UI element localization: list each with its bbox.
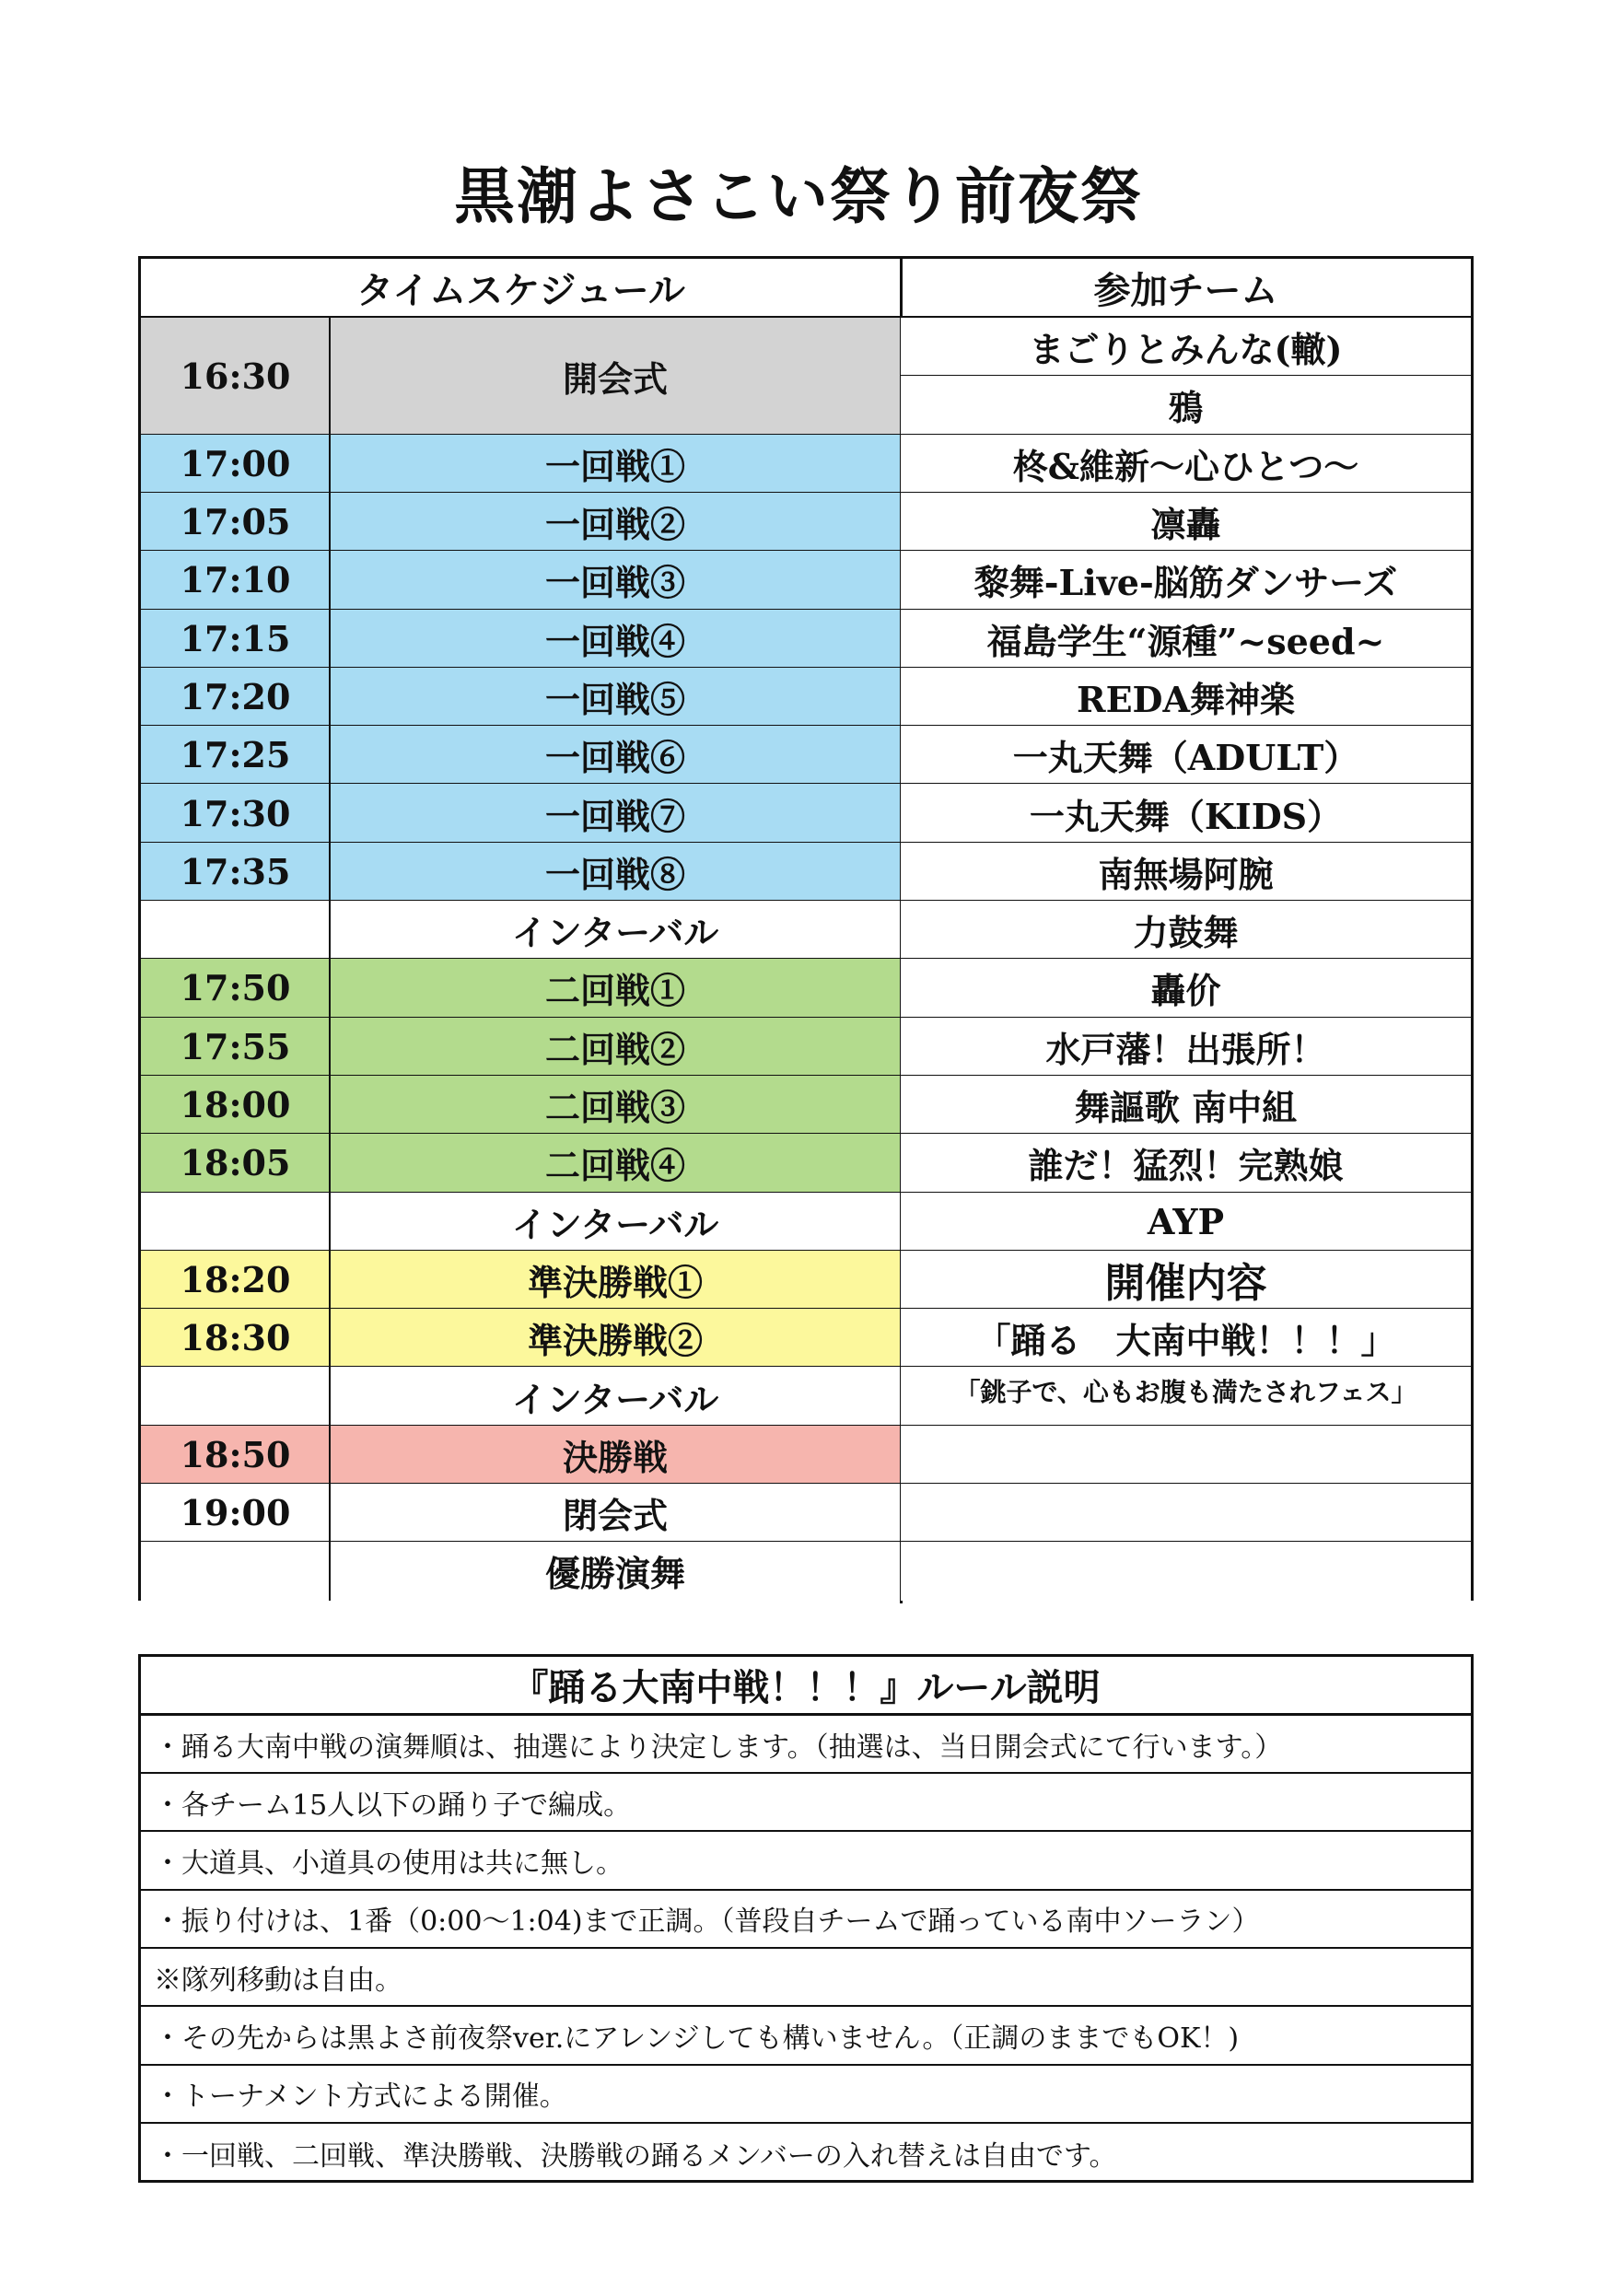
- schedule-time: 18:50: [141, 1426, 330, 1484]
- schedule-event: 閉会式: [330, 1484, 901, 1542]
- rule-item: ・その先からは黒よさ前夜祭ver.にアレンジしても構いません。（正調のままでもOK！): [141, 2008, 1471, 2066]
- empty-cell: [901, 1542, 1471, 1600]
- schedule-time: 17:30: [141, 784, 330, 842]
- schedule-time: 17:25: [141, 726, 330, 784]
- team-name: 凛轟: [901, 493, 1471, 551]
- schedule-event: 準決勝戦②: [330, 1309, 901, 1367]
- schedule-time: 17:05: [141, 493, 330, 551]
- rule-item: ※隊列移動は自由。: [141, 1949, 1471, 2007]
- schedule-event: インターバル: [330, 1367, 901, 1425]
- schedule-event: 一回戦⑦: [330, 784, 901, 842]
- team-name: 力鼓舞: [901, 901, 1471, 959]
- rule-item: ・一回戦、二回戦、準決勝戦、決勝戦の踊るメンバーの入れ替えは自由です。: [154, 2139, 1117, 2173]
- schedule-header: タイムスケジュール: [141, 259, 901, 316]
- rule-item: ・踊る大南中戦の演舞順は、抽選により決定します。（抽選は、当日開会式にて行います。）: [141, 1716, 1471, 1774]
- team-name: 轟价: [901, 959, 1471, 1017]
- schedule-time: 19:00: [141, 1484, 330, 1542]
- schedule-event: 一回戦⑥: [330, 726, 901, 784]
- team-name: 南無場阿腕: [901, 843, 1471, 901]
- event-info-heading: 開催内容: [901, 1251, 1471, 1309]
- schedule-time: 18:20: [141, 1251, 330, 1309]
- event-info-line2: 「銚子で、心もお腹も満たされフェス」: [901, 1367, 1471, 1425]
- team-name: 福島学生“源種”~seed~: [901, 610, 1471, 668]
- schedule-event: 一回戦③: [330, 551, 901, 609]
- schedule-table: [138, 256, 1474, 1601]
- schedule-time: 18:00: [141, 1076, 330, 1134]
- team-name: 誰だ！猛烈！完熟娘: [901, 1134, 1471, 1192]
- schedule-time: 17:35: [141, 843, 330, 901]
- schedule-event: 一回戦⑧: [330, 843, 901, 901]
- rules-table: [138, 1654, 1474, 2183]
- schedule-time: 17:55: [141, 1018, 330, 1076]
- team-name: REDA舞神楽: [901, 668, 1471, 726]
- schedule-event: 一回戦⑤: [330, 668, 901, 726]
- empty-cell: [901, 1484, 1471, 1542]
- schedule-time: 18:30: [141, 1309, 330, 1367]
- rule-item: ・各チーム15人以下の踊り子で編成。: [141, 1774, 1471, 1832]
- team-name: AYP: [901, 1193, 1471, 1251]
- team-name: まごりとみんな(轍): [901, 318, 1471, 376]
- schedule-time: 17:10: [141, 551, 330, 609]
- team-name: 鴉: [901, 376, 1471, 434]
- teams-header: 参加チーム: [901, 259, 1471, 316]
- schedule-time: [141, 901, 330, 959]
- schedule-event: 優勝演舞: [330, 1542, 901, 1600]
- grid-line: [329, 316, 331, 1601]
- schedule-time: [141, 1542, 330, 1600]
- rule-item: ・振り付けは、1番（0:00〜1:04)まで正調。（普段自チームで踊っている南中ソーラン）: [141, 1891, 1471, 1949]
- rules-title: 『踊る大南中戦！！！』ルール説明: [141, 1657, 1471, 1716]
- team-name: 黎舞-Live-脳筋ダンサーズ: [901, 551, 1471, 609]
- empty-cell: [901, 1426, 1471, 1484]
- event-info-line1: 「踊る 大南中戦！！！」: [901, 1309, 1471, 1367]
- schedule-event: 二回戦②: [330, 1018, 901, 1076]
- schedule-time: 17:20: [141, 668, 330, 726]
- schedule-event: 一回戦①: [330, 435, 901, 493]
- schedule-time: 17:50: [141, 959, 330, 1017]
- schedule-event: 二回戦①: [330, 959, 901, 1017]
- schedule-time: [141, 1193, 330, 1251]
- team-name: 一丸天舞（KIDS）: [901, 784, 1471, 842]
- team-name: 舞謳歌 南中組: [901, 1076, 1471, 1134]
- team-name: 柊&維新〜心ひとつ〜: [901, 435, 1471, 493]
- rule-item: ・大道具、小道具の使用は共に無し。: [141, 1833, 1471, 1891]
- schedule-time: 16:30: [141, 318, 330, 435]
- schedule-event: インターバル: [330, 1193, 901, 1251]
- schedule-event: 一回戦④: [330, 610, 901, 668]
- team-name: 水戸藩！出張所！: [901, 1018, 1471, 1076]
- schedule-time: 18:05: [141, 1134, 330, 1192]
- schedule-event: インターバル: [330, 901, 901, 959]
- schedule-time: 17:15: [141, 610, 330, 668]
- schedule-event: 準決勝戦①: [330, 1251, 901, 1309]
- schedule-event: 開会式: [330, 318, 901, 435]
- schedule-event: 決勝戦: [330, 1426, 901, 1484]
- schedule-event: 一回戦②: [330, 493, 901, 551]
- rule-item: ・トーナメント方式による開催。: [141, 2066, 1471, 2124]
- page-title: 黒潮よさこい祭り前夜祭: [454, 160, 1143, 232]
- schedule-time: 17:00: [141, 435, 330, 493]
- schedule-time: [141, 1367, 330, 1425]
- schedule-event: 二回戦③: [330, 1076, 901, 1134]
- team-name: 一丸天舞（ADULT）: [901, 726, 1471, 784]
- schedule-event: 二回戦④: [330, 1134, 901, 1192]
